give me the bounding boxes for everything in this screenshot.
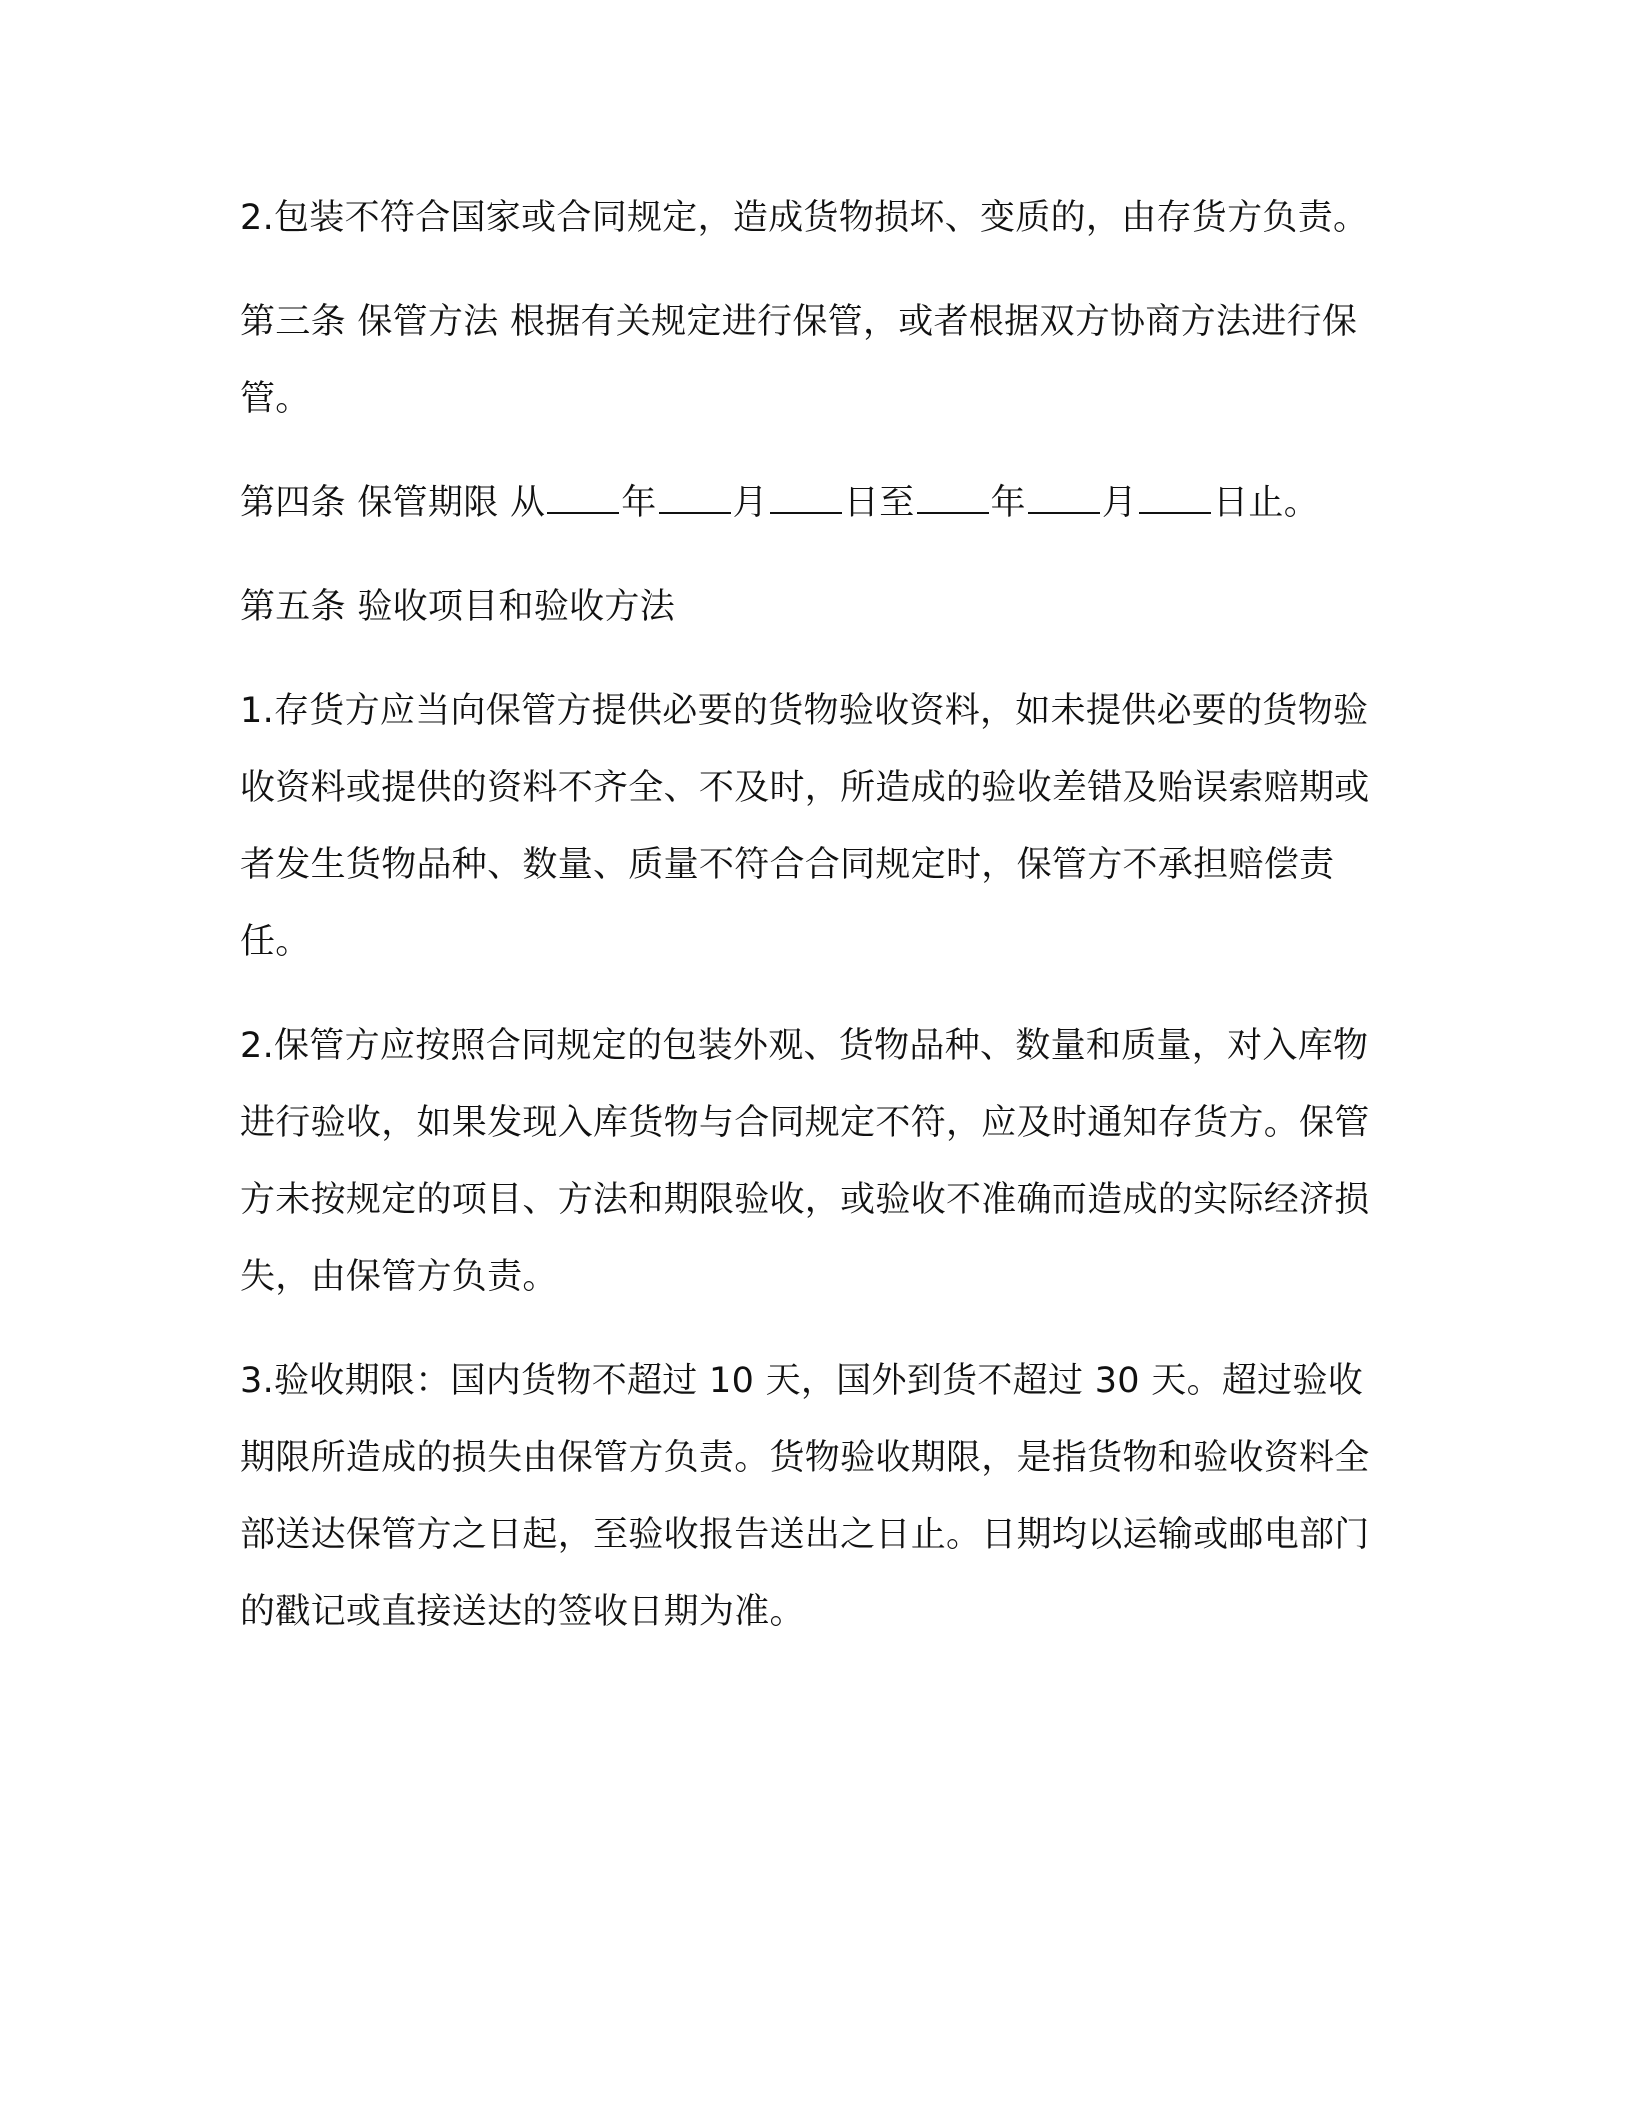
paragraph-article-4-storage-term <box>240 465 1390 542</box>
document-body <box>240 180 1390 1678</box>
blank-start-month <box>659 482 731 514</box>
blank-start-year <box>547 482 619 514</box>
blank-end-month <box>1028 482 1100 514</box>
paragraph-article-5-heading: 第五条 验收项目和验收方法 <box>240 587 676 627</box>
paragraph-article-3-storage-method: 第三条 保管方法 根据有关规定进行保管，或者根据双方协商方法进行保管。 <box>240 302 1358 419</box>
paragraph-inspection-procedure: 2.保管方应按照合同规定的包装外观、货物品种、数量和质量，对入库物进行验收，如果发现入库货物与合同规定不符，应及时通知存货方。保管方未按规定的项目、方法和期限验收，或验收不准确而造成的实际经济损失，由保管方负责。 <box>240 1026 1370 1297</box>
paragraph-inspection-materials: 1.存货方应当向保管方提供必要的货物验收资料，如未提供必要的货物验收资料或提供的资料不齐全、不及时，所造成的验收差错及贻误索赔期或者发生货物品种、数量、质量不符合合同规定时，保管方不承担赔偿责任。 <box>240 691 1370 962</box>
term-month-2: 月 <box>1101 483 1138 523</box>
blank-start-day <box>770 482 842 514</box>
blank-end-year <box>917 482 989 514</box>
term-day-to: 日至 <box>843 483 915 523</box>
term-prefix: 第四条 保管期限 从 <box>240 483 546 523</box>
term-year-2: 年 <box>990 483 1026 523</box>
term-year-1: 年 <box>621 483 657 523</box>
paragraph-inspection-deadline: 3.验收期限：国内货物不超过 10 天，国外到货不超过 30 天。超过验收期限所造成的损失由保管方负责。货物验收期限，是指货物和验收资料全部送达保管方之日起，至验收报告送出之日止。日期均以运输或邮电部门的戳记或直接送达的签收日期为准。 <box>240 1361 1370 1632</box>
blank-end-day <box>1139 482 1211 514</box>
term-month-1: 月 <box>732 483 768 523</box>
paragraph-packaging-liability: 2.包装不符合国家或合同规定，造成货物损坏、变质的，由存货方负责。 <box>240 198 1369 238</box>
term-day-end: 日止。 <box>1213 483 1320 523</box>
